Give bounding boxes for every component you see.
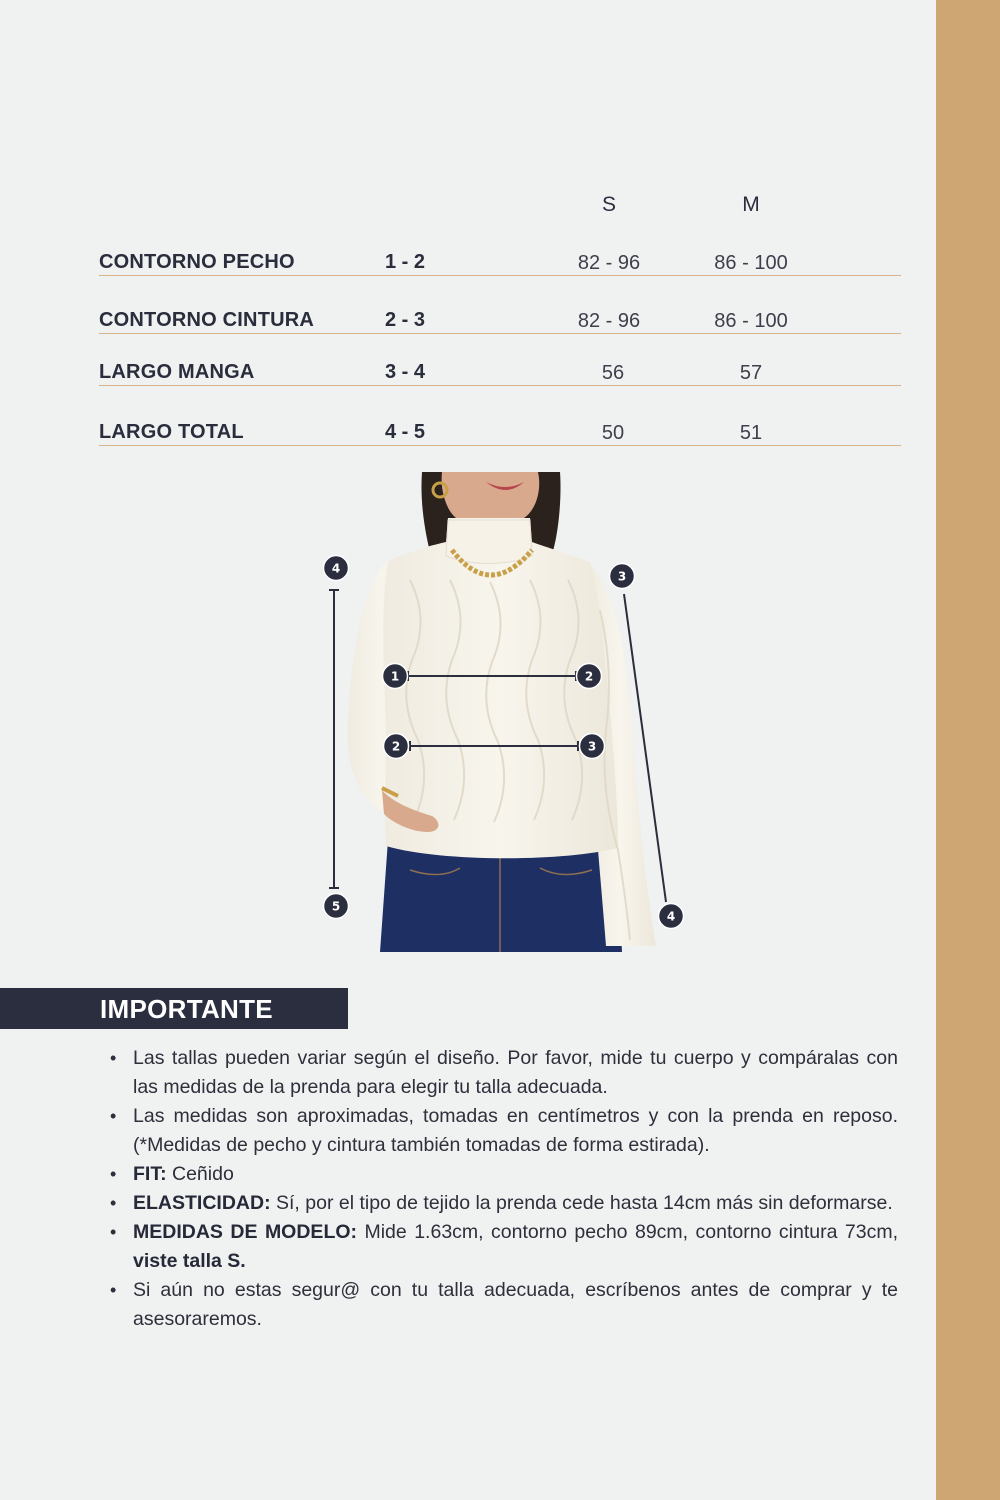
marker-number: 2 xyxy=(584,669,594,684)
row-label: LARGO MANGA xyxy=(99,361,255,383)
list-item xyxy=(110,1189,898,1218)
row-points: 2 - 3 xyxy=(385,309,426,331)
note-emphasis: viste talla S. xyxy=(133,1250,246,1272)
bullet-icon: • xyxy=(110,1222,117,1242)
marker-badge xyxy=(324,556,349,581)
marker-number: 4 xyxy=(666,909,676,924)
important-title: IMPORTANTE xyxy=(100,994,273,1024)
table-row xyxy=(99,345,901,386)
marker-badge xyxy=(324,894,349,919)
bullet-icon: • xyxy=(110,1280,117,1300)
bullet-icon: • xyxy=(110,1106,117,1126)
marker-number: 5 xyxy=(331,899,341,914)
marker-badge xyxy=(577,664,602,689)
marker-badge xyxy=(383,664,408,689)
row-points: 1 - 2 xyxy=(385,251,426,273)
note-text: Sí, por el tipo de tejido la prenda cede hasta 14cm más sin deformarse. xyxy=(270,1192,893,1214)
table-row xyxy=(99,405,901,446)
table-row xyxy=(99,293,901,334)
note-key: FIT: xyxy=(133,1163,167,1185)
bullet-icon: • xyxy=(110,1164,117,1184)
list-item xyxy=(110,1218,898,1276)
value-s: 56 xyxy=(601,362,625,384)
value-m: 86 - 100 xyxy=(714,310,788,332)
note-text: Si aún no estas segur@ con tu talla adecuada, escríbenos antes de comprar y te asesoraremos. xyxy=(133,1279,898,1330)
marker-number: 3 xyxy=(587,739,597,754)
marker-number: 1 xyxy=(390,669,400,684)
important-notes-list xyxy=(110,1044,898,1334)
size-header-s: S xyxy=(601,193,617,216)
row-points: 4 - 5 xyxy=(385,421,426,443)
marker-badge xyxy=(384,734,409,759)
marker-number: 2 xyxy=(391,739,401,754)
row-label: CONTORNO PECHO xyxy=(99,251,295,273)
value-m: 57 xyxy=(739,362,763,384)
table-row xyxy=(99,235,901,276)
bullet-icon: • xyxy=(110,1193,117,1213)
size-table xyxy=(0,0,936,460)
note-text: Ceñido xyxy=(166,1163,234,1185)
sleeve-length-line xyxy=(624,594,666,902)
row-points: 3 - 4 xyxy=(385,361,426,383)
row-label: LARGO TOTAL xyxy=(99,421,244,443)
measurement-guides xyxy=(300,470,720,952)
side-accent-bar xyxy=(936,0,1000,1500)
list-item xyxy=(110,1102,898,1160)
note-key: ELASTICIDAD: xyxy=(133,1192,271,1214)
list-item xyxy=(110,1276,898,1334)
marker-number: 3 xyxy=(617,569,627,584)
note-key: MEDIDAS DE MODELO: xyxy=(133,1221,358,1243)
list-item xyxy=(110,1044,898,1102)
row-label: CONTORNO CINTURA xyxy=(99,309,315,331)
value-s: 82 - 96 xyxy=(577,310,641,332)
bullet-icon: • xyxy=(110,1048,117,1068)
value-m: 51 xyxy=(739,422,763,444)
note-text: Las tallas pueden variar según el diseño. Por favor, mide tu cuerpo y compáralas con las medidas de la prenda para elegir tu talla adecuada. xyxy=(133,1047,898,1098)
size-header-m: M xyxy=(742,193,760,216)
value-s: 50 xyxy=(601,422,625,444)
note-text: Mide 1.63cm, contorno pecho 89cm, contorno cintura 73cm, xyxy=(357,1221,898,1243)
list-item xyxy=(110,1160,898,1189)
value-m: 86 - 100 xyxy=(714,252,788,274)
note-text: Las medidas son aproximadas, tomadas en centímetros y con la prenda en reposo. (*Medidas de pecho y cintura también tomadas de forma estirada). xyxy=(133,1105,898,1156)
value-s: 82 - 96 xyxy=(577,252,641,274)
marker-number: 4 xyxy=(331,561,341,576)
measurement-figure xyxy=(300,470,720,952)
marker-badge xyxy=(610,564,635,589)
marker-badge xyxy=(580,734,605,759)
marker-badge xyxy=(659,904,684,929)
